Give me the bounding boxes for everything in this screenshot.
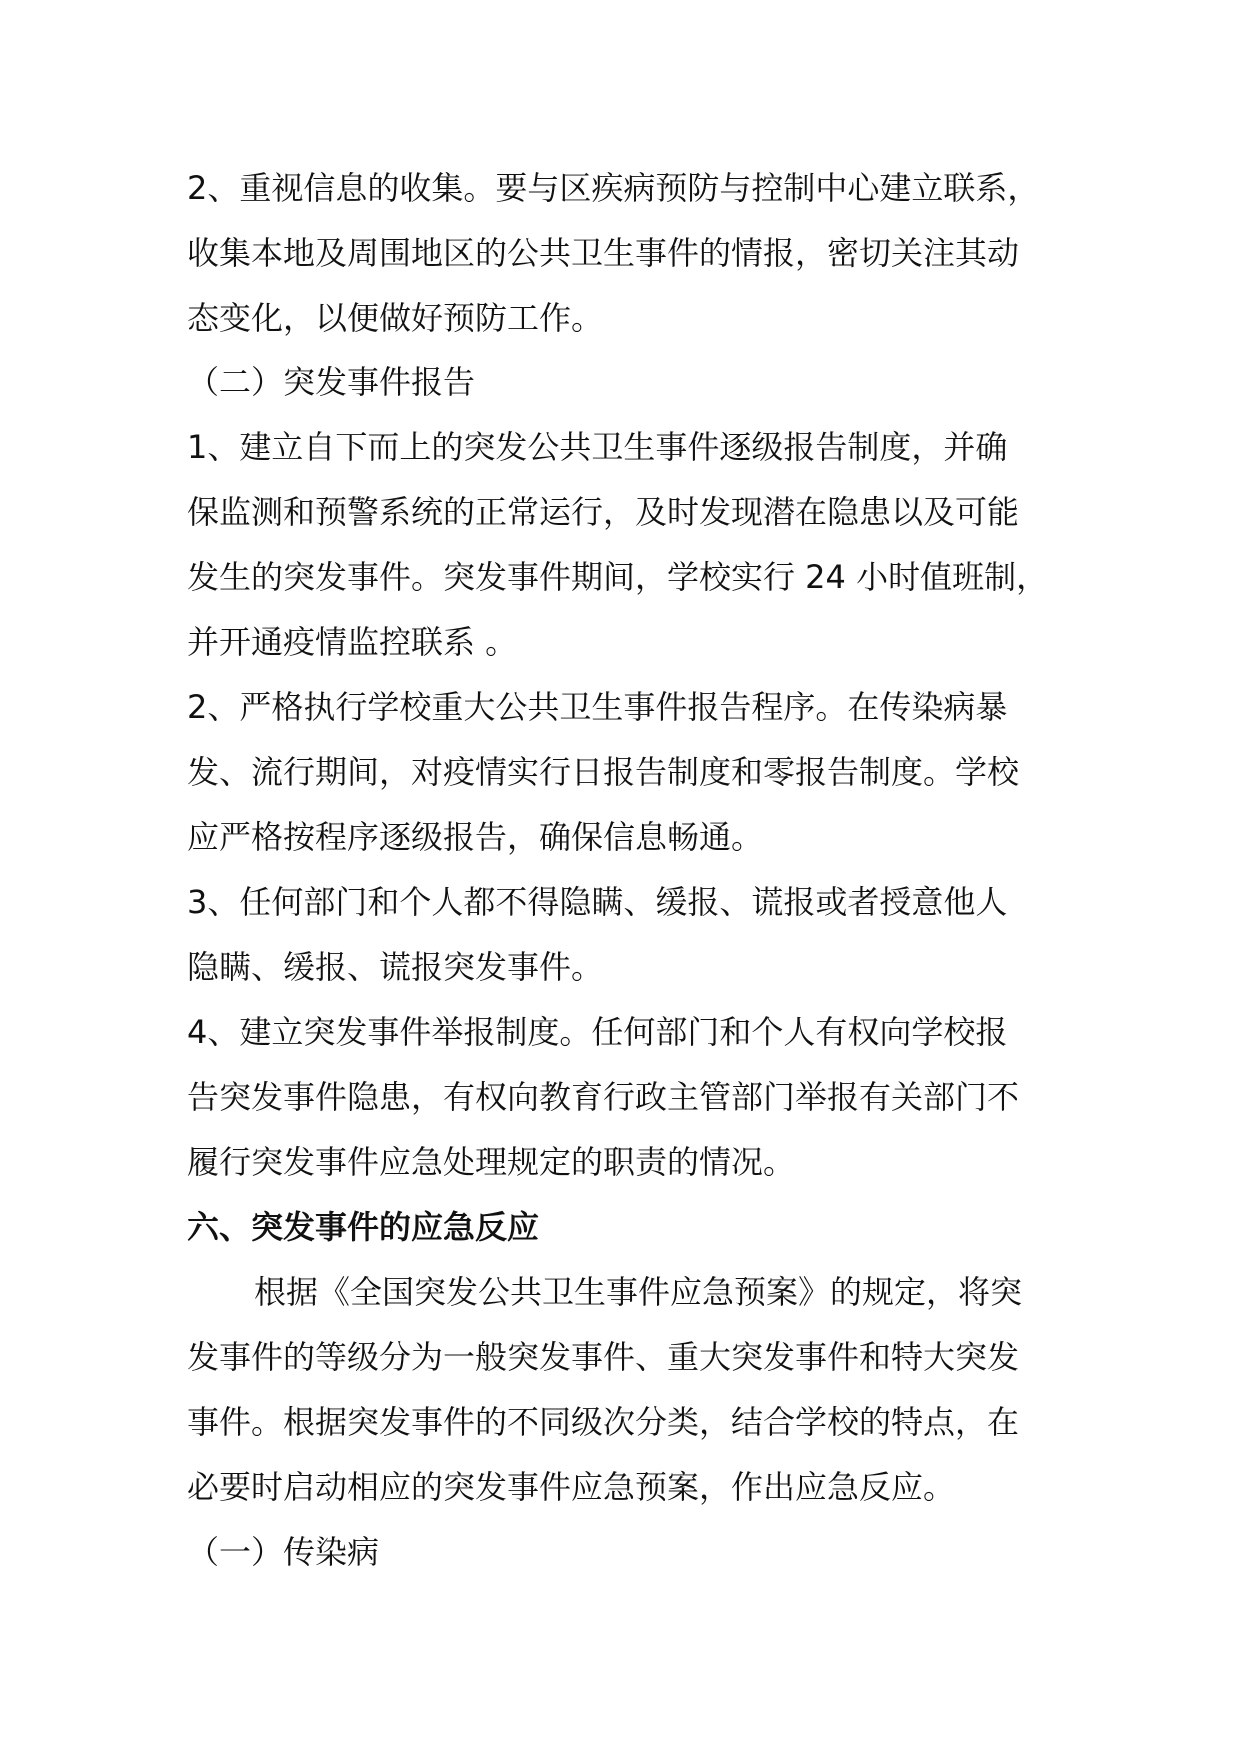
- paragraph-line: 态变化，以便做好预防工作。: [187, 299, 604, 337]
- paragraph-line: 根据《全国突发公共卫生事件应急预案》的规定，将突: [254, 1273, 1023, 1311]
- paragraph-line: 告突发事件隐患，有权向教育行政主管部门举报有关部门不: [187, 1078, 1020, 1116]
- paragraph-line: 应严格按程序逐级报告，确保信息畅通。: [187, 818, 764, 856]
- paragraph-line: 2、严格执行学校重大公共卫生事件报告程序。在传染病暴: [187, 688, 1008, 726]
- section-subheading: （一）传染病: [187, 1533, 380, 1571]
- paragraph-line: 履行突发事件应急处理规定的职责的情况。: [187, 1143, 796, 1181]
- paragraph-line: 发生的突发事件。突发事件期间，学校实行 24 小时值班制，: [187, 558, 1049, 596]
- paragraph-line: 保监测和预警系统的正常运行，及时发现潜在隐患以及可能: [187, 493, 1020, 531]
- paragraph-line: 发、流行期间，对疫情实行日报告制度和零报告制度。学校: [187, 753, 1020, 791]
- paragraph-line: 3、任何部门和个人都不得隐瞒、缓报、谎报或者授意他人: [187, 883, 1008, 921]
- paragraph-line: 发事件的等级分为一般突发事件、重大突发事件和特大突发: [187, 1338, 1020, 1376]
- section-subheading: （二）突发事件报告: [187, 363, 476, 401]
- paragraph-line: 事件。根据突发事件的不同级次分类，结合学校的特点，在: [187, 1403, 1020, 1441]
- paragraph-line: 并开通疫情监控联系 。: [187, 623, 518, 661]
- paragraph-line: 隐瞒、缓报、谎报突发事件。: [187, 948, 604, 986]
- paragraph-line: 1、建立自下而上的突发公共卫生事件逐级报告制度，并确: [187, 428, 1008, 466]
- paragraph-line: 2、重视信息的收集。要与区疾病预防与控制中心建立联系，: [187, 169, 1040, 207]
- paragraph-line: 必要时启动相应的突发事件应急预案，作出应急反应。: [187, 1468, 956, 1506]
- paragraph-line: 4、建立突发事件举报制度。任何部门和个人有权向学校报: [187, 1013, 1008, 1051]
- section-heading: 六、突发事件的应急反应: [187, 1208, 540, 1246]
- paragraph-line: 收集本地及周围地区的公共卫生事件的情报，密切关注其动: [187, 234, 1020, 272]
